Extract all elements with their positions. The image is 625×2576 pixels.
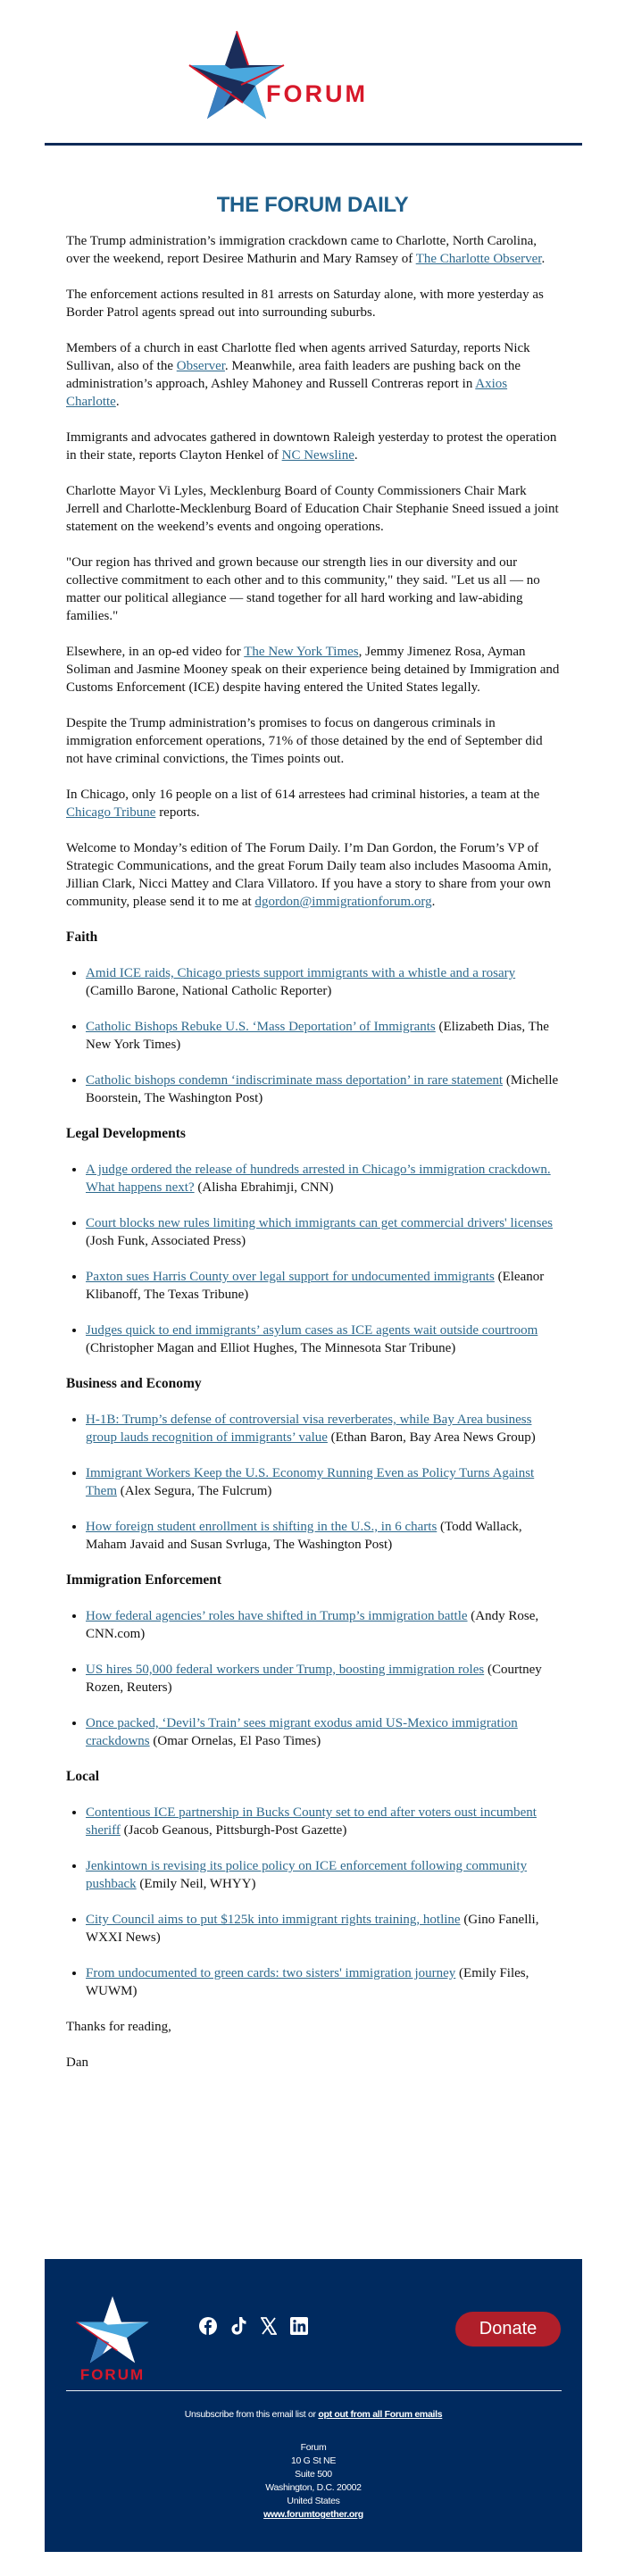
website-link[interactable]: www.forumtogether.org bbox=[263, 2509, 363, 2520]
facebook-icon[interactable] bbox=[198, 2316, 218, 2336]
source-link[interactable]: dgordon@immigrationforum.org bbox=[254, 895, 432, 909]
source-link[interactable]: The New York Times bbox=[244, 645, 359, 659]
paragraph-text: Members of a church in east Charlotte fled when agents arrived Saturday, reports Nick Sullivan, also of the bbox=[66, 341, 530, 373]
article-item bbox=[86, 1804, 562, 1839]
article-source: (Elizabeth Dias, The New York Times) bbox=[86, 1020, 549, 1052]
article-item bbox=[86, 1911, 562, 1947]
article-list bbox=[66, 1804, 562, 2000]
article-list bbox=[66, 1411, 562, 1554]
section-heading: Faith bbox=[66, 930, 98, 945]
article-item bbox=[86, 1161, 562, 1196]
article-link[interactable]: How foreign student enrollment is shifting in the U.S., in 6 charts bbox=[86, 1520, 438, 1534]
intro-paragraph bbox=[66, 714, 562, 768]
donate-button[interactable]: Donate bbox=[455, 2312, 561, 2347]
paragraph-text: . bbox=[115, 395, 120, 409]
article-link[interactable]: Court blocks new rules limiting which immigrants can get commercial drivers' licenses bbox=[86, 1216, 553, 1230]
social-links bbox=[198, 2316, 309, 2336]
news-section bbox=[66, 1768, 562, 2000]
address-line: 10 G St NE bbox=[290, 2455, 337, 2466]
article-link[interactable]: Once packed, ‘Devil’s Train’ sees migrant exodus amid US-Mexico immigration crackdowns bbox=[86, 1716, 518, 1748]
opt-out-link[interactable]: opt out from all Forum emails bbox=[318, 2409, 443, 2420]
mailing-address bbox=[45, 2441, 582, 2522]
intro-paragraph bbox=[66, 429, 562, 464]
article-item bbox=[86, 1321, 562, 1357]
source-link[interactable]: Observer bbox=[176, 359, 225, 373]
intro-paragraph bbox=[66, 339, 562, 411]
article-link[interactable]: Contentious ICE partnership in Bucks County set to end after voters oust incumbent sheriff bbox=[86, 1805, 537, 1838]
article-link[interactable]: How federal agencies’ roles have shifted in Trump’s immigration battle bbox=[86, 1609, 468, 1623]
section-heading: Legal Developments bbox=[66, 1126, 186, 1141]
article-list bbox=[66, 964, 562, 1107]
article-source: (Ethan Baron, Bay Area News Group) bbox=[327, 1430, 536, 1445]
paragraph-text: . bbox=[431, 895, 436, 909]
article-link[interactable]: Catholic Bishops Rebuke U.S. ‘Mass Deportation’ of Immigrants bbox=[86, 1020, 436, 1034]
article-link[interactable]: A judge ordered the release of hundreds arrested in Chicago’s immigration crackdown. What happens next? bbox=[86, 1163, 551, 1195]
article-item bbox=[86, 1268, 562, 1304]
article-source: (Jacob Geanous, Pittsburgh-Post Gazette) bbox=[120, 1823, 347, 1838]
paragraph-text: . bbox=[354, 448, 358, 463]
x-icon[interactable] bbox=[259, 2316, 279, 2336]
article-source: (Camillo Barone, National Catholic Reporter) bbox=[86, 984, 332, 998]
article-source: (Omar Ornelas, El Paso Times) bbox=[149, 1734, 321, 1748]
article-source: (Todd Wallack, Maham Javaid and Susan Svrluga, The Washington Post) bbox=[86, 1520, 522, 1552]
article-item bbox=[86, 1964, 562, 2000]
paragraph-text: "Our region has thrived and grown because our strength lies in our diversity and our collective commitment to each other and to this community," they said. "Let us all — no matter our political allegiance — stand together for all hard working and law-abiding families." bbox=[66, 555, 540, 623]
article-link[interactable]: Judges quick to end immigrants’ asylum cases as ICE agents wait outside courtroom bbox=[86, 1323, 538, 1338]
news-section bbox=[66, 1571, 562, 1750]
section-heading: Immigration Enforcement bbox=[66, 1572, 222, 1588]
article-item bbox=[86, 1518, 562, 1554]
intro-paragraph bbox=[66, 643, 562, 696]
section-heading: Business and Economy bbox=[66, 1376, 202, 1391]
source-link[interactable]: The Charlotte Observer bbox=[415, 252, 542, 266]
paragraph-text: , Jemmy Jimenez Rosa, Ayman Soliman and Jasmine Mooney speak on their experience being detained by Immigration and Customs Enforcement (ICE) despite having entered the United States legally. bbox=[66, 645, 560, 695]
section-heading: Local bbox=[66, 1769, 100, 1784]
article-link[interactable]: Immigrant Workers Keep the U.S. Economy Running Even as Policy Turns Against Them bbox=[86, 1466, 535, 1498]
footer-divider bbox=[66, 2390, 562, 2391]
paragraph-text: . Meanwhile, area faith leaders are pushing back on the administration’s approach, Ashley Mahoney and Russell Contreras report in bbox=[66, 359, 521, 391]
signoff-thanks: Thanks for reading, bbox=[66, 2020, 171, 2034]
article-item bbox=[86, 1607, 562, 1643]
article-source: (Emily Files, WUWM) bbox=[86, 1966, 529, 1998]
paragraph-text: . bbox=[541, 252, 546, 266]
article-item bbox=[86, 1464, 562, 1500]
article-link[interactable]: From undocumented to green cards: two sisters' immigration journey bbox=[86, 1966, 456, 1980]
unsubscribe-link[interactable]: Unsubscribe from this email list or bbox=[184, 2409, 319, 2420]
intro-paragraph bbox=[66, 839, 562, 911]
footer-logo-wordmark: FORUM bbox=[79, 2366, 146, 2383]
article-source: (Emily Neil, WHYY) bbox=[136, 1877, 256, 1891]
address-line: Suite 500 bbox=[295, 2469, 332, 2480]
header-divider bbox=[45, 143, 582, 146]
article-item bbox=[86, 1214, 562, 1250]
address-line: Washington, D.C. 20002 bbox=[265, 2482, 362, 2493]
article-source: (Courtney Rozen, Reuters) bbox=[86, 1663, 542, 1695]
linkedin-icon[interactable] bbox=[289, 2316, 309, 2336]
address-line: Forum bbox=[300, 2442, 327, 2453]
unsubscribe-line bbox=[45, 2409, 582, 2420]
intro-paragraph bbox=[66, 482, 562, 536]
source-link[interactable]: Axios Charlotte bbox=[66, 377, 508, 409]
forum-logo[interactable] bbox=[188, 29, 379, 121]
paragraph-text: The Trump administration’s immigration crackdown came to Charlotte, North Carolina, over the weekend, report Desiree Mathurin and Mary Ramsey of bbox=[66, 234, 537, 266]
article-link[interactable]: Jenkintown is revising its police policy on ICE enforcement following community pushback bbox=[86, 1859, 528, 1891]
article-source: (Alisha Ebrahimji, CNN) bbox=[194, 1180, 334, 1195]
article-source: (Josh Funk, Associated Press) bbox=[86, 1234, 246, 1248]
paragraph-text: reports. bbox=[155, 805, 200, 820]
paragraph-text: Charlotte Mayor Vi Lyles, Mecklenburg Board of County Commissioners Chair Mark Jerrell and Charlotte-Mecklenburg Board of Education Chair Stephanie Sneed issued a joint statement on the weekend’s events and ongoing operations. bbox=[66, 484, 559, 534]
article-item bbox=[86, 1071, 562, 1107]
tiktok-icon[interactable] bbox=[229, 2316, 248, 2336]
article-link[interactable]: US hires 50,000 federal workers under Trump, boosting immigration roles bbox=[86, 1663, 485, 1677]
news-section bbox=[66, 1125, 562, 1357]
article-item bbox=[86, 1661, 562, 1696]
news-sections bbox=[66, 929, 562, 2000]
paragraph-text: Despite the Trump administration’s promises to focus on dangerous criminals in immigration enforcement operations, 71% of those detained by the end of September did not have criminal convictions, the Times points out. bbox=[66, 716, 543, 766]
paragraph-text: Elsewhere, in an op-ed video for bbox=[66, 645, 245, 659]
intro-paragraph bbox=[66, 232, 562, 268]
article-list bbox=[66, 1607, 562, 1750]
article-link[interactable]: Catholic bishops condemn ‘indiscriminate mass deportation’ in rare statement bbox=[86, 1073, 504, 1088]
logo-wordmark: FORUM bbox=[266, 80, 368, 107]
article-list bbox=[66, 1161, 562, 1357]
address-line: United States bbox=[287, 2496, 340, 2506]
article-source: (Alex Segura, The Fulcrum) bbox=[117, 1484, 272, 1498]
paragraph-text: Immigrants and advocates gathered in downtown Raleigh yesterday to protest the operation in their state, reports Clayton Henkel of bbox=[66, 430, 557, 463]
article-link[interactable]: H-1B: Trump’s defense of controversial visa reverberates, while Bay Area business group lauds recognition of immigrants’ value bbox=[86, 1413, 532, 1445]
article-item bbox=[86, 1018, 562, 1054]
newsletter-title: THE FORUM DAILY bbox=[216, 193, 409, 217]
article-link[interactable]: Amid ICE raids, Chicago priests support immigrants with a whistle and a rosary bbox=[86, 966, 516, 980]
article-link[interactable]: City Council aims to put $125k into immigrant rights training, hotline bbox=[86, 1913, 461, 1927]
newsletter-body bbox=[66, 232, 562, 2089]
article-source: (Gino Fanelli, WXXI News) bbox=[86, 1913, 539, 1945]
intro-paragraphs bbox=[66, 232, 562, 911]
news-section bbox=[66, 1375, 562, 1554]
article-item bbox=[86, 964, 562, 1000]
paragraph-text: In Chicago, only 16 people on a list of 614 arrestees had criminal histories, a team at the bbox=[66, 788, 540, 802]
footer bbox=[45, 2259, 582, 2552]
article-source: (Michelle Boorstein, The Washington Post) bbox=[86, 1073, 559, 1105]
intro-paragraph bbox=[66, 554, 562, 625]
intro-paragraph bbox=[66, 286, 562, 321]
article-link[interactable]: Paxton sues Harris County over legal support for undocumented immigrants bbox=[86, 1270, 495, 1284]
intro-paragraph bbox=[66, 786, 562, 821]
source-link[interactable]: Chicago Tribune bbox=[66, 805, 156, 820]
article-item bbox=[86, 1714, 562, 1750]
article-item bbox=[86, 1857, 562, 1893]
article-source: (Eleanor Klibanoff, The Texas Tribune) bbox=[86, 1270, 545, 1302]
news-section bbox=[66, 929, 562, 1107]
article-item bbox=[86, 1411, 562, 1446]
article-source: (Andy Rose, CNN.com) bbox=[86, 1609, 539, 1641]
article-source: (Christopher Magan and Elliot Hughes, The Minnesota Star Tribune) bbox=[86, 1341, 456, 1355]
footer-star-logo-icon[interactable] bbox=[75, 2293, 150, 2366]
signoff-name: Dan bbox=[66, 2055, 88, 2070]
paragraph-text: Welcome to Monday’s edition of The Forum Daily. I’m Dan Gordon, the Forum’s VP of Strategic Communications, and the great Forum Daily team also includes Masooma Amin, Jillian Clark, Nicci Mattey and Clara Villatoro. If you have a story to share from your own community, please send it to me at bbox=[66, 841, 552, 909]
paragraph-text: The enforcement actions resulted in 81 arrests on Saturday alone, with more yesterday as Border Patrol agents spread out into surrounding suburbs. bbox=[66, 288, 544, 320]
source-link[interactable]: NC Newsline bbox=[281, 448, 354, 463]
